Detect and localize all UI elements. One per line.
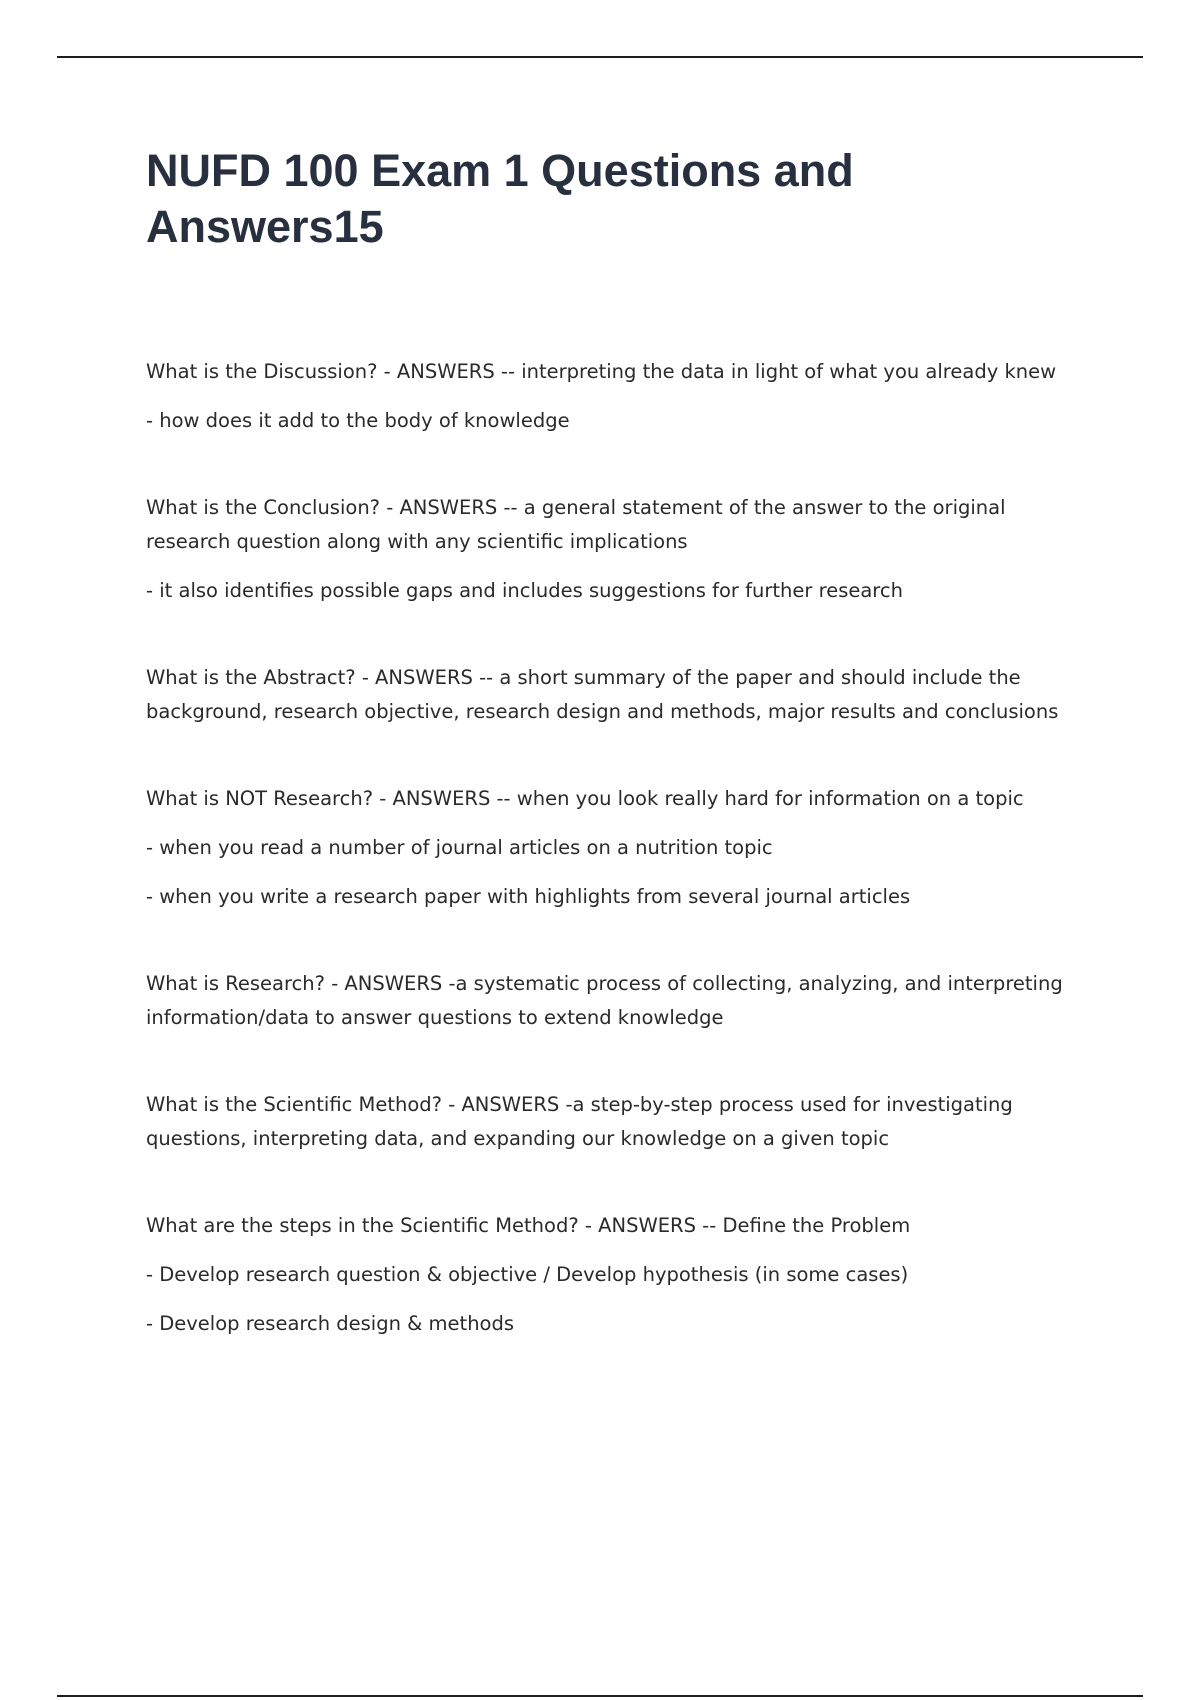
page-title: NUFD 100 Exam 1 Questions and Answers15 [146, 145, 854, 252]
qa-scientific-method-steps [146, 1209, 1066, 1341]
qa-question-text: What is the Scientific Method? - ANSWERS -a step-by-step process used for investigating questions, interpreting data, and expanding our knowledge on a given topic [146, 1093, 1013, 1150]
qa-scientific-method [146, 1088, 1066, 1156]
top-divider [57, 56, 1143, 58]
qa-answer-line: - Develop research question & objective / Develop hypothesis (in some cases) [146, 1263, 909, 1286]
qa-question-text: What is the Conclusion? - ANSWERS -- a general statement of the answer to the original research question along with any scientific implications [146, 496, 1006, 553]
document-body [146, 355, 1066, 1394]
qa-answer-line: - Develop research design & methods [146, 1312, 515, 1335]
bottom-divider [57, 1695, 1143, 1697]
qa-answer-line: - when you read a number of journal articles on a nutrition topic [146, 836, 773, 859]
qa-research [146, 967, 1066, 1035]
qa-discussion [146, 355, 1066, 438]
qa-question-text: What are the steps in the Scientific Method? - ANSWERS -- Define the Problem [146, 1214, 911, 1237]
qa-abstract [146, 661, 1066, 729]
qa-question-text: What is the Abstract? - ANSWERS -- a short summary of the paper and should include the background, research objective, research design and methods, major results and conclusions [146, 666, 1059, 723]
qa-not-research [146, 782, 1066, 914]
qa-answer-line: - it also identifies possible gaps and includes suggestions for further research [146, 579, 903, 602]
qa-question-text: What is NOT Research? - ANSWERS -- when you look really hard for information on a topic [146, 787, 1024, 810]
qa-question-text: What is Research? - ANSWERS -a systematic process of collecting, analyzing, and interpreting information/data to answer questions to extend knowledge [146, 972, 1063, 1029]
qa-answer-line: - when you write a research paper with highlights from several journal articles [146, 885, 911, 908]
qa-answer-line: - how does it add to the body of knowledge [146, 409, 570, 432]
qa-question-text: What is the Discussion? - ANSWERS -- interpreting the data in light of what you already knew [146, 360, 1057, 383]
qa-conclusion [146, 491, 1066, 608]
